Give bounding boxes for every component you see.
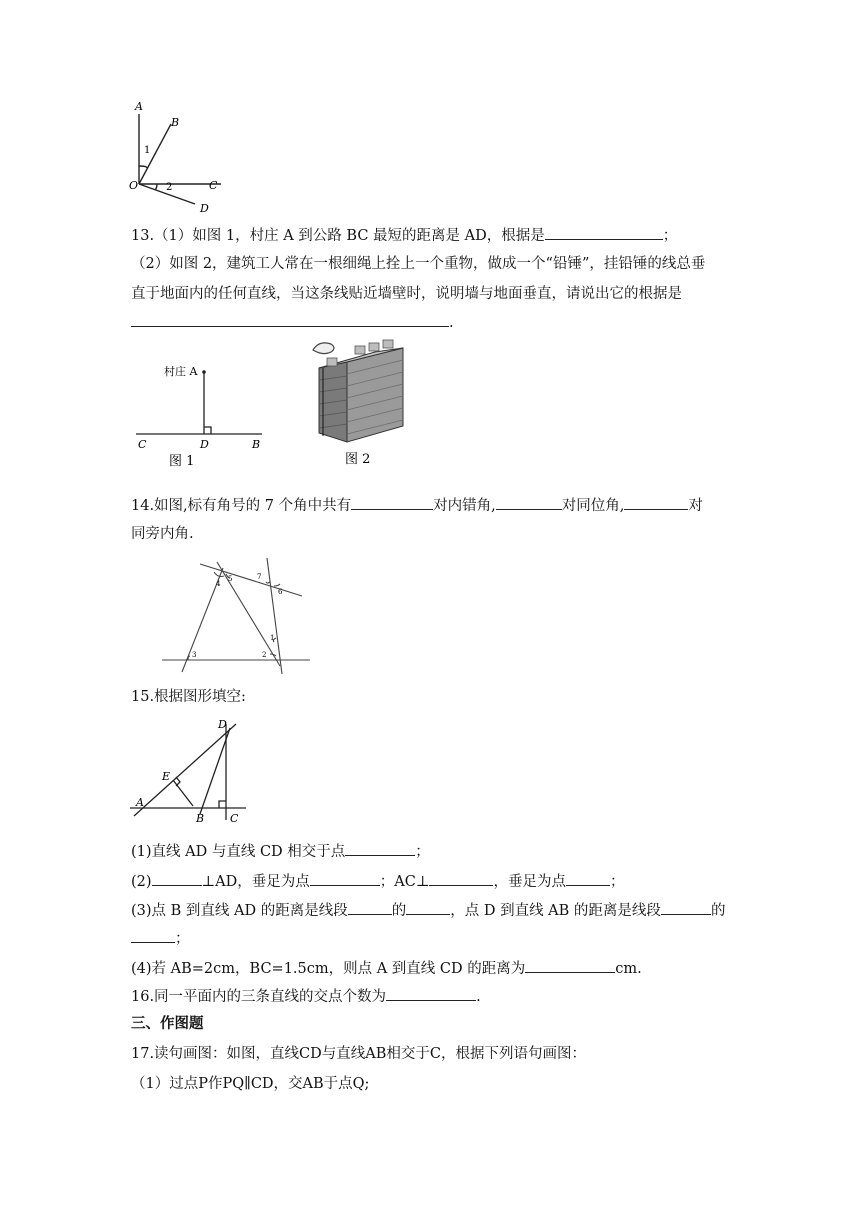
q13-blank-1[interactable] xyxy=(545,225,663,240)
label-2: 2 xyxy=(166,182,173,193)
caption-fig2: 图 2 xyxy=(345,452,371,467)
q15-blank-5[interactable] xyxy=(566,871,610,886)
label-D: D xyxy=(200,438,209,451)
label-C: C xyxy=(230,812,239,825)
angle-label-6: 6 xyxy=(278,588,283,596)
angle-label-1: 1 xyxy=(270,634,275,642)
label-B: B xyxy=(252,438,261,451)
label-B: B xyxy=(171,116,180,129)
label-C: C xyxy=(138,438,147,451)
q15-sub2: (2) ⊥AD，垂足为点 ；AC⊥ ，垂足为点 ； xyxy=(131,871,624,891)
label-A: A xyxy=(136,796,144,809)
q15-blank-2[interactable] xyxy=(152,871,202,886)
caption-fig1: 图 1 xyxy=(169,454,195,469)
angle-label-2: 2 xyxy=(262,651,267,659)
label-E: E xyxy=(162,770,171,783)
q15-title: 15.根据图形填空: xyxy=(131,689,246,705)
q15-blank-7[interactable] xyxy=(406,900,450,915)
q15-blank-4[interactable] xyxy=(429,871,493,886)
q15-blank-3[interactable] xyxy=(310,871,380,886)
section-3-title: 三、作图题 xyxy=(131,1016,204,1032)
q15-blank-9[interactable] xyxy=(131,928,175,943)
q15-sub1: (1)直线 AD 与直线 CD 相交于点 ； xyxy=(131,841,430,861)
figure-2-wall xyxy=(305,338,415,467)
q15-sub3-cont: ； xyxy=(131,928,190,948)
label-village-A: 村庄 A xyxy=(164,365,198,378)
q15-blank-1[interactable] xyxy=(345,841,415,856)
q16: 16.同一平面内的三条直线的交点个数为 . xyxy=(131,986,481,1006)
angle-label-4: 4 xyxy=(216,580,221,588)
label-D: D xyxy=(200,202,209,215)
label-A: A xyxy=(135,100,143,113)
q16-blank[interactable] xyxy=(386,986,476,1001)
q14-blank-1[interactable] xyxy=(351,495,433,510)
angle-label-7: 7 xyxy=(257,573,262,581)
q14-blank-3[interactable] xyxy=(624,495,688,510)
q14-line2: 同旁内角. xyxy=(131,526,194,542)
q13-part2-line3: . xyxy=(131,312,454,332)
q15-sub4: (4)若 AB=2cm，BC=1.5cm，则点 A 到直线 CD 的距离为 cm. xyxy=(131,958,642,978)
figure-1-village-road xyxy=(132,352,272,472)
q15-blank-8[interactable] xyxy=(661,900,711,915)
angle-label-5: 5 xyxy=(228,575,233,583)
label-1: 1 xyxy=(144,145,151,156)
q14-line1: 14.如图,标有角号的 7 个角中共有 对内错角, 对同位角, 对 xyxy=(131,495,703,515)
angle-figure xyxy=(125,100,245,215)
q15-blank-6[interactable] xyxy=(348,900,392,915)
q15-blank-10[interactable] xyxy=(525,958,615,973)
angle-label-3: 3 xyxy=(192,651,197,659)
q17-line2: （1）过点P作PQ∥CD，交AB于点Q; xyxy=(131,1076,370,1092)
label-D: D xyxy=(218,718,227,731)
label-B: B xyxy=(196,812,205,825)
figure-q15-triangle xyxy=(130,716,260,828)
label-O: O xyxy=(129,179,139,192)
q15-sub3: (3)点 B 到直线 AD 的距离是线段 的 ，点 D 到直线 AB 的距离是线段 的 xyxy=(131,900,725,920)
q14-blank-2[interactable] xyxy=(496,495,562,510)
label-C: C xyxy=(209,179,218,192)
plumb-weight-icon xyxy=(313,343,334,354)
figure-seven-angles xyxy=(162,556,322,676)
q13-blank-2[interactable] xyxy=(131,312,449,327)
q13-part2-line1: （2）如图 2，建筑工人常在一根细绳上拴上一个重物，做成一个“铅锤”，挂铅锤的线总垂 xyxy=(131,256,706,272)
q13-part1: 13.（1）如图 1，村庄 A 到公路 BC 最短的距离是 AD，根据是 ； xyxy=(131,225,677,245)
q17-line1: 17.读句画图：如图，直线CD与直线AB相交于C，根据下列语句画图： xyxy=(131,1046,586,1062)
q13-part2-line2: 直于地面内的任何直线，当这条线贴近墙壁时，说明墙与地面垂直，请说出它的根据是 xyxy=(131,286,682,302)
